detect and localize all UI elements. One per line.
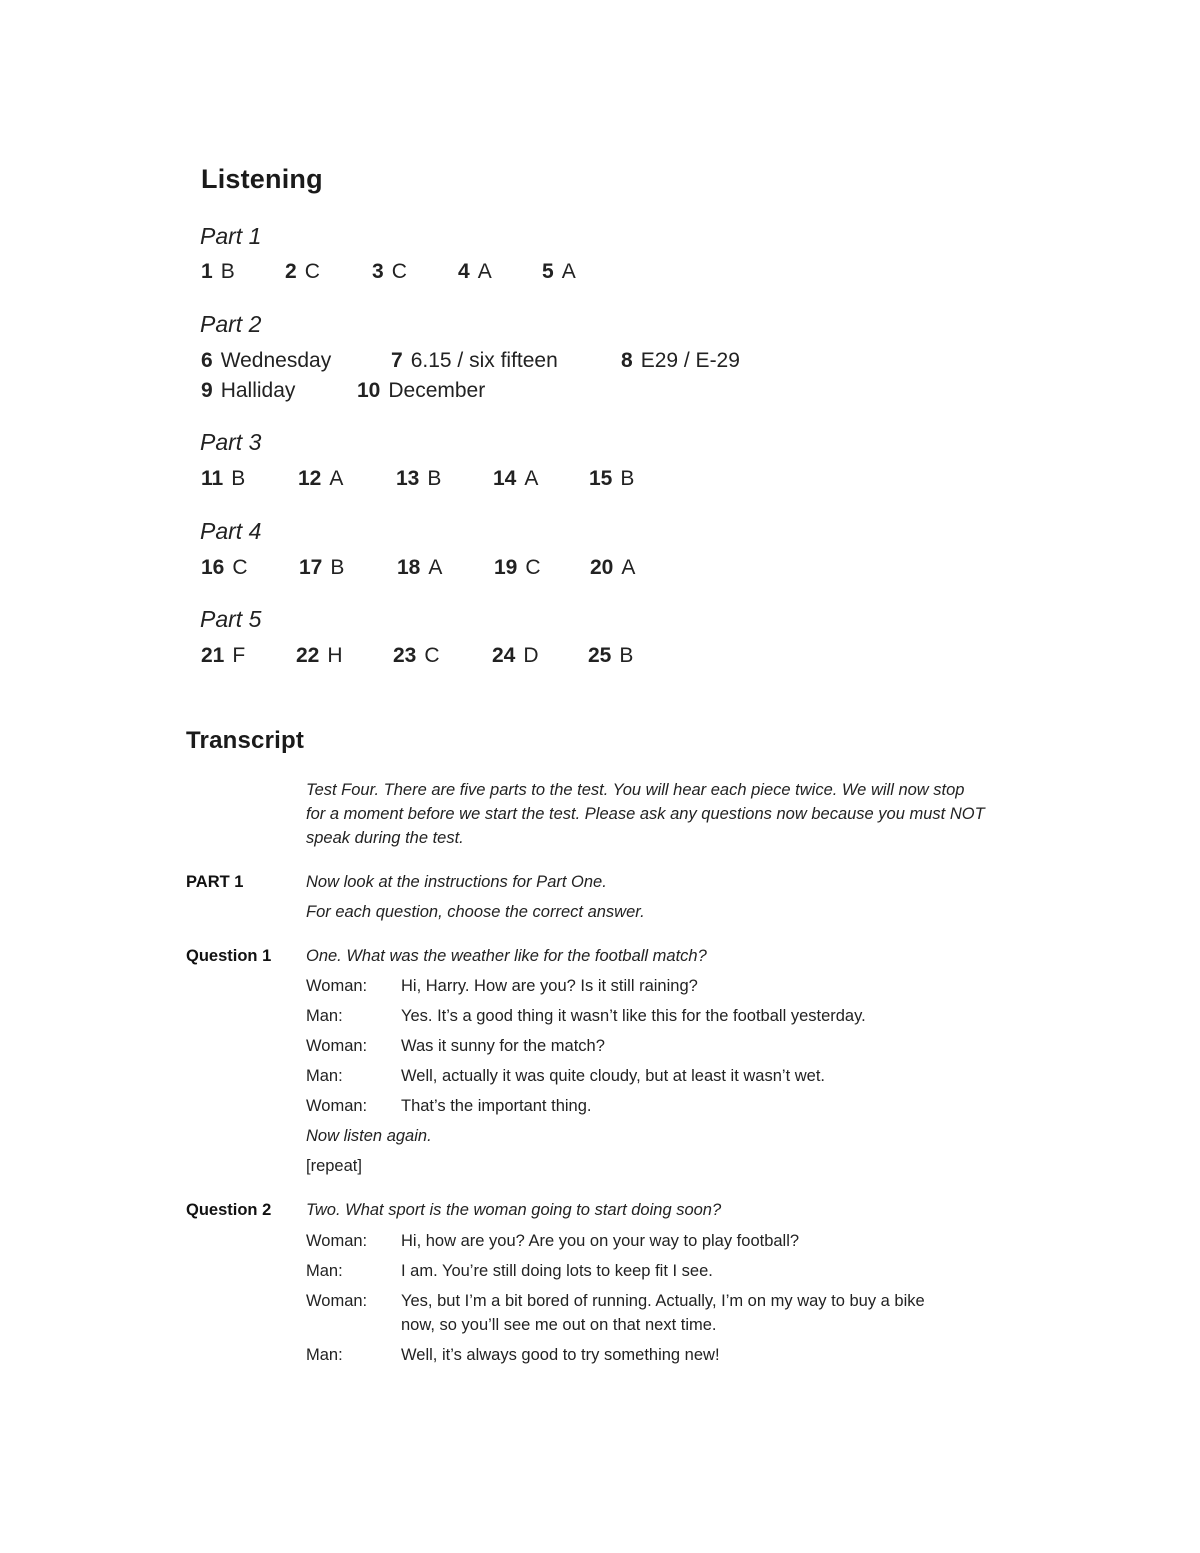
speaker-label: Woman: xyxy=(306,1037,368,1055)
answer-item: 24 D xyxy=(492,644,539,667)
answer-item: 20 A xyxy=(590,556,636,579)
question-1-prompt: One. What was the weather like for the football match? xyxy=(306,947,707,965)
answer-item: 21 F xyxy=(201,644,246,667)
dialogue-line: Well, it’s always good to try something new! xyxy=(401,1346,720,1364)
answer-item: 11 B xyxy=(201,467,246,490)
answer-item: 13 B xyxy=(396,467,442,490)
answer-item: 2 C xyxy=(285,260,320,283)
part-1-subinstruction: For each question, choose the correct answer. xyxy=(306,903,645,921)
answer-item: 10 December xyxy=(357,379,486,402)
answer-item: 15 B xyxy=(589,467,635,490)
answer-item: 12 A xyxy=(298,467,344,490)
answer-item: 16 C xyxy=(201,556,248,579)
dialogue-line: That’s the important thing. xyxy=(401,1097,592,1115)
transcript-heading: Transcript xyxy=(186,727,305,754)
part-2-label: Part 2 xyxy=(200,311,262,337)
answer-item: 6 Wednesday xyxy=(201,349,332,372)
answer-item: 8 E29 / E-29 xyxy=(621,349,740,372)
part-5-label: Part 5 xyxy=(200,606,262,632)
listen-again-line: Now listen again. xyxy=(306,1127,432,1145)
question-2-prompt: Two. What sport is the woman going to start doing soon? xyxy=(306,1201,722,1219)
dialogue-line: Hi, Harry. How are you? Is it still raining? xyxy=(401,977,698,995)
answer-item: 25 B xyxy=(588,644,634,667)
repeat-marker: [repeat] xyxy=(306,1157,362,1175)
speaker-label: Man: xyxy=(306,1346,343,1364)
listening-heading: Listening xyxy=(201,164,323,194)
transcript-intro: Test Four. There are five parts to the test. You will hear each piece twice. We will now stop for a moment before we start the test. Please ask any questions now because you must NOT speak during the test. xyxy=(306,781,985,847)
answer-item: 7 6.15 / six fifteen xyxy=(391,349,558,372)
answer-item: 14 A xyxy=(493,467,539,490)
answer-item: 18 A xyxy=(397,556,443,579)
answer-item: 17 B xyxy=(299,556,345,579)
speaker-label: Man: xyxy=(306,1067,343,1085)
question-1-label: Question 1 xyxy=(186,947,272,965)
speaker-label: Woman: xyxy=(306,1292,368,1310)
dialogue-line: Well, actually it was quite cloudy, but at least it wasn’t wet. xyxy=(401,1067,825,1085)
dialogue-line: I am. You’re still doing lots to keep fit I see. xyxy=(401,1262,713,1280)
answer-item: 23 C xyxy=(393,644,440,667)
part-1-label: Part 1 xyxy=(200,223,262,249)
speaker-label: Man: xyxy=(306,1262,343,1280)
part-3-label: Part 3 xyxy=(200,429,262,455)
speaker-label: Woman: xyxy=(306,977,368,995)
dialogue-line: Was it sunny for the match? xyxy=(401,1037,605,1055)
speaker-label: Woman: xyxy=(306,1232,368,1250)
answer-item: 22 H xyxy=(296,644,343,667)
answer-item: 4 A xyxy=(458,260,492,283)
part-1-section-label: PART 1 xyxy=(186,873,244,891)
dialogue-line: Yes. It’s a good thing it wasn’t like this for the football yesterday. xyxy=(401,1007,866,1025)
answer-item: 1 B xyxy=(201,260,235,283)
part-1-instruction: Now look at the instructions for Part One. xyxy=(306,873,607,891)
answer-item: 5 A xyxy=(542,260,576,283)
answer-item: 9 Halliday xyxy=(201,379,296,402)
question-2-label: Question 2 xyxy=(186,1201,272,1219)
speaker-label: Man: xyxy=(306,1007,343,1025)
answer-item: 19 C xyxy=(494,556,541,579)
speaker-label: Woman: xyxy=(306,1097,368,1115)
part-4-label: Part 4 xyxy=(200,518,262,544)
dialogue-line: Yes, but I’m a bit bored of running. Actually, I’m on my way to buy a bike now, so you’ll see me out on that next time. xyxy=(401,1292,925,1334)
dialogue-line: Hi, how are you? Are you on your way to play football? xyxy=(401,1232,800,1250)
answer-item: 3 C xyxy=(372,260,407,283)
